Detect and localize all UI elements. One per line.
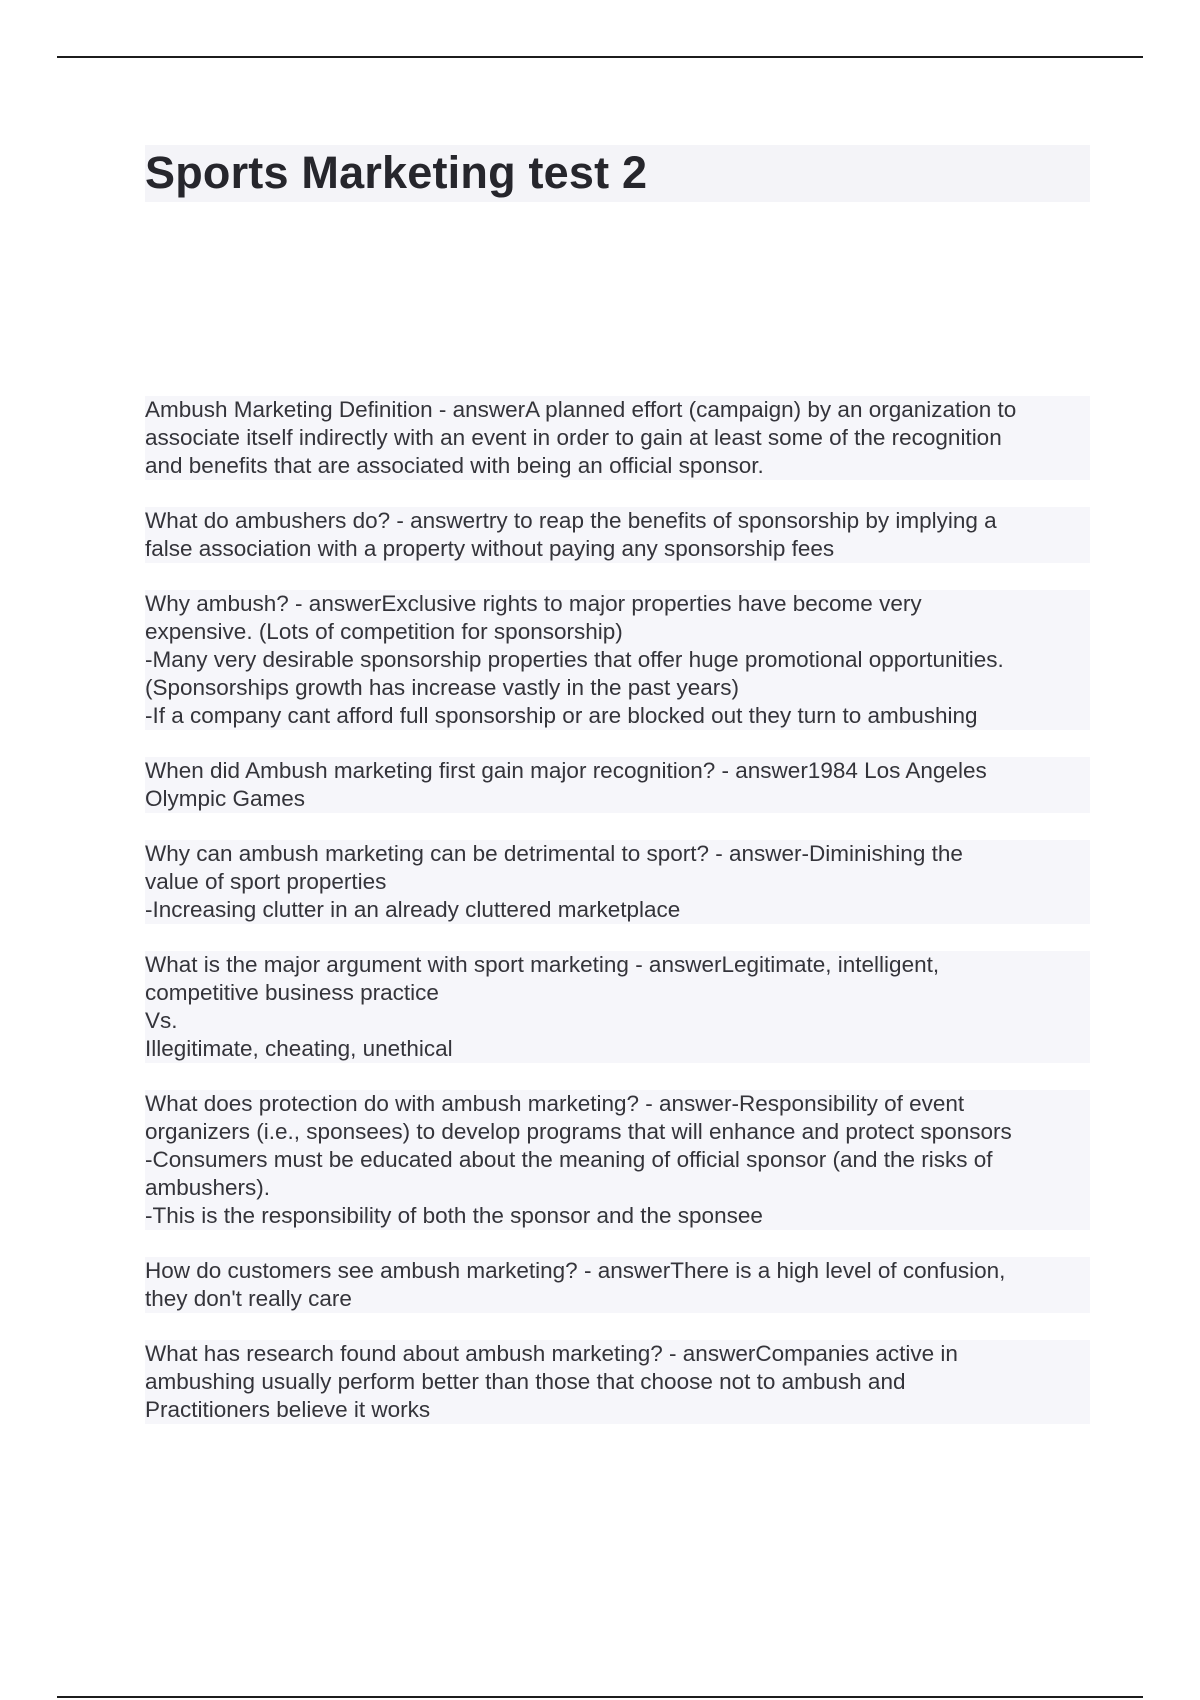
qa-entry: Why ambush? - answerExclusive rights to major properties have become very expensive. (Lots of competition for sponsorship) -Many very desirable sponsorship properties that offer huge promotional opportunities. (Sponsorships growth has increase vastly in the past years) -If a company cant afford full sponsorship or are blocked out they turn to ambushing [145, 590, 1090, 730]
qa-entry: When did Ambush marketing first gain major recognition? - answer1984 Los Angeles Olympic Games [145, 757, 1090, 813]
qa-entry: What does protection do with ambush marketing? - answer-Responsibility of event organizers (i.e., sponsees) to develop programs that will enhance and protect sponsors -Consumers must be educated about the meaning of official sponsor (and the risks of ambushers). -This is the responsibility of both the sponsor and the sponsee [145, 1090, 1090, 1230]
qa-entry: What has research found about ambush marketing? - answerCompanies active in ambushing usually perform better than those that choose not to ambush and Practitioners believe it works [145, 1340, 1090, 1424]
page-title: Sports Marketing test 2 [145, 147, 648, 198]
qa-entry: What is the major argument with sport marketing - answerLegitimate, intelligent, competitive business practice Vs. Illegitimate, cheating, unethical [145, 951, 1090, 1063]
bottom-rule [57, 1696, 1143, 1698]
qa-entry: Why can ambush marketing can be detrimental to sport? - answer-Diminishing the value of sport properties -Increasing clutter in an already cluttered marketplace [145, 840, 1090, 924]
qa-list [145, 396, 1090, 1424]
qa-entry: How do customers see ambush marketing? - answerThere is a high level of confusion, they don't really care [145, 1257, 1090, 1313]
qa-entry: What do ambushers do? - answertry to reap the benefits of sponsorship by implying a false association with a property without paying any sponsorship fees [145, 507, 1090, 563]
qa-entry: Ambush Marketing Definition - answerA planned effort (campaign) by an organization to associate itself indirectly with an event in order to gain at least some of the recognition and benefits that are associated with being an official sponsor. [145, 396, 1090, 480]
top-rule [57, 56, 1143, 58]
